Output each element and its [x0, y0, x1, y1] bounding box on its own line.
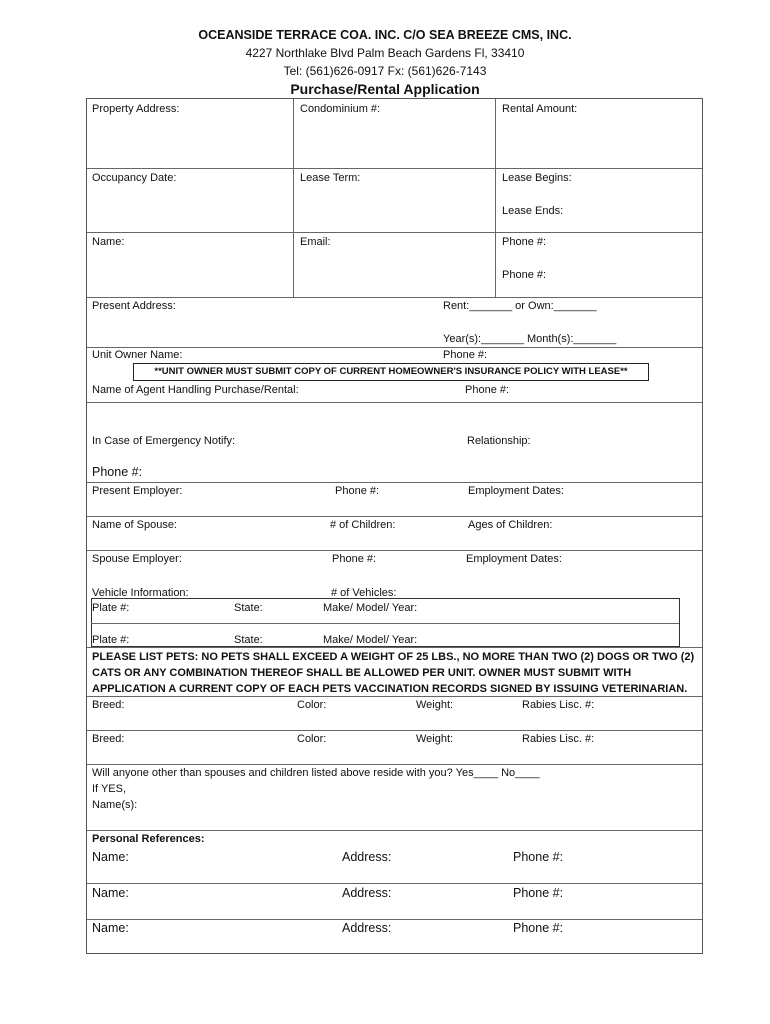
pet-weight-label[interactable]: Weight:	[416, 699, 454, 711]
rental-amount-label[interactable]: Rental Amount:	[502, 103, 578, 115]
column-divider	[293, 99, 294, 297]
emergency-phone-label[interactable]: Phone #:	[92, 465, 143, 479]
row-divider	[87, 830, 702, 831]
reference-phone-label[interactable]: Phone #:	[513, 886, 564, 900]
make-model-year-label[interactable]: Make/ Model/ Year:	[323, 634, 418, 646]
organization-name: OCEANSIDE TERRACE COA. INC. C/O SEA BREEZE CMS, INC.	[198, 28, 572, 42]
present-address-label[interactable]: Present Address:	[92, 300, 176, 312]
phone-label-2[interactable]: Phone #:	[502, 269, 547, 281]
reference-address-label[interactable]: Address:	[342, 850, 392, 864]
rabies-license-label[interactable]: Rabies Lisc. #:	[522, 699, 595, 711]
phone-label[interactable]: Phone #:	[502, 236, 547, 248]
pet-color-label[interactable]: Color:	[297, 733, 327, 745]
row-divider	[87, 883, 702, 884]
employment-dates-label[interactable]: Employment Dates:	[468, 485, 564, 497]
row-divider	[87, 402, 702, 403]
pet-color-label[interactable]: Color:	[297, 699, 327, 711]
unit-owner-phone-label[interactable]: Phone #:	[443, 349, 488, 361]
lease-term-label[interactable]: Lease Term:	[300, 172, 361, 184]
condominium-label[interactable]: Condominium #:	[300, 103, 381, 115]
resident-names-label[interactable]: Name(s):	[92, 799, 138, 811]
spouse-name-label[interactable]: Name of Spouse:	[92, 519, 177, 531]
reference-name-label[interactable]: Name:	[92, 886, 129, 900]
form-title: Purchase/Rental Application	[290, 81, 480, 97]
row-divider	[87, 647, 702, 648]
unit-owner-name-label[interactable]: Unit Owner Name:	[92, 349, 183, 361]
lease-begins-label[interactable]: Lease Begins:	[502, 172, 572, 184]
rabies-license-label[interactable]: Rabies Lisc. #:	[522, 733, 595, 745]
emergency-contact-label[interactable]: In Case of Emergency Notify:	[92, 435, 236, 447]
pets-notice: PLEASE LIST PETS: NO PETS SHALL EXCEED A WEIGHT OF 25 LBS., NO MORE THAN TWO (2) DOGS OR TWO (2) CATS OR ANY COMBINATION THEREOF SHALL BE ALLOWED PER UNIT. OWNER MUST SUBMIT WITH APPLICATION A CURRENT COPY OF EACH PETS VACCINATION RECORDS SIGNED BY ISSUING VETERINARIAN.	[92, 651, 695, 695]
spouse-employment-dates-label[interactable]: Employment Dates:	[466, 553, 562, 565]
row-divider	[87, 730, 702, 731]
plate-label[interactable]: Plate #:	[92, 634, 130, 646]
row-divider	[87, 482, 702, 483]
relationship-label[interactable]: Relationship:	[467, 435, 531, 447]
row-divider	[87, 550, 702, 551]
row-divider	[87, 764, 702, 765]
reference-name-label[interactable]: Name:	[92, 921, 129, 935]
plate-label[interactable]: Plate #:	[92, 602, 130, 614]
organization-contact: Tel: (561)626-0917 Fx: (561)626-7143	[283, 64, 487, 78]
state-label[interactable]: State:	[234, 602, 263, 614]
years-months-field[interactable]: Year(s):_______ Month(s):_______	[443, 333, 617, 345]
pet-breed-label[interactable]: Breed:	[92, 699, 125, 711]
reference-name-label[interactable]: Name:	[92, 850, 129, 864]
spouse-employer-phone-label[interactable]: Phone #:	[332, 553, 377, 565]
applicant-name-label[interactable]: Name:	[92, 236, 125, 248]
reference-address-label[interactable]: Address:	[342, 886, 392, 900]
other-residents-question[interactable]: Will anyone other than spouses and children listed above reside with you? Yes____ No____	[92, 767, 540, 779]
row-divider	[87, 516, 702, 517]
vehicle-row-divider	[91, 623, 679, 624]
children-count-label[interactable]: # of Children:	[330, 519, 396, 531]
vehicle-count-label[interactable]: # of Vehicles:	[331, 587, 397, 599]
agent-phone-label[interactable]: Phone #:	[465, 384, 510, 396]
personal-references-heading: Personal References:	[92, 833, 205, 845]
children-ages-label[interactable]: Ages of Children:	[468, 519, 553, 531]
email-label[interactable]: Email:	[300, 236, 331, 248]
row-divider	[87, 168, 702, 169]
row-divider	[87, 919, 702, 920]
insurance-notice: **UNIT OWNER MUST SUBMIT COPY OF CURRENT HOMEOWNER'S INSURANCE POLICY WITH LEASE**	[133, 363, 649, 381]
application-form	[86, 98, 703, 954]
present-employer-label[interactable]: Present Employer:	[92, 485, 183, 497]
row-divider	[87, 232, 702, 233]
agent-name-label[interactable]: Name of Agent Handling Purchase/Rental:	[92, 384, 299, 396]
rent-own-field[interactable]: Rent:_______ or Own:_______	[443, 300, 597, 312]
make-model-year-label[interactable]: Make/ Model/ Year:	[323, 602, 418, 614]
reference-address-label[interactable]: Address:	[342, 921, 392, 935]
row-divider	[87, 347, 702, 348]
property-address-label[interactable]: Property Address:	[92, 103, 180, 115]
pet-weight-label[interactable]: Weight:	[416, 733, 454, 745]
occupancy-date-label[interactable]: Occupancy Date:	[92, 172, 177, 184]
organization-address: 4227 Northlake Blvd Palm Beach Gardens Fl, 33410	[245, 46, 525, 60]
state-label[interactable]: State:	[234, 634, 263, 646]
reference-phone-label[interactable]: Phone #:	[513, 850, 564, 864]
row-divider	[87, 297, 702, 298]
employer-phone-label[interactable]: Phone #:	[335, 485, 380, 497]
reference-phone-label[interactable]: Phone #:	[513, 921, 564, 935]
spouse-employer-label[interactable]: Spouse Employer:	[92, 553, 182, 565]
vehicle-information-label: Vehicle Information:	[92, 587, 189, 599]
column-divider	[495, 99, 496, 297]
if-yes-label: If YES,	[92, 783, 127, 795]
lease-ends-label[interactable]: Lease Ends:	[502, 205, 564, 217]
pet-breed-label[interactable]: Breed:	[92, 733, 125, 745]
